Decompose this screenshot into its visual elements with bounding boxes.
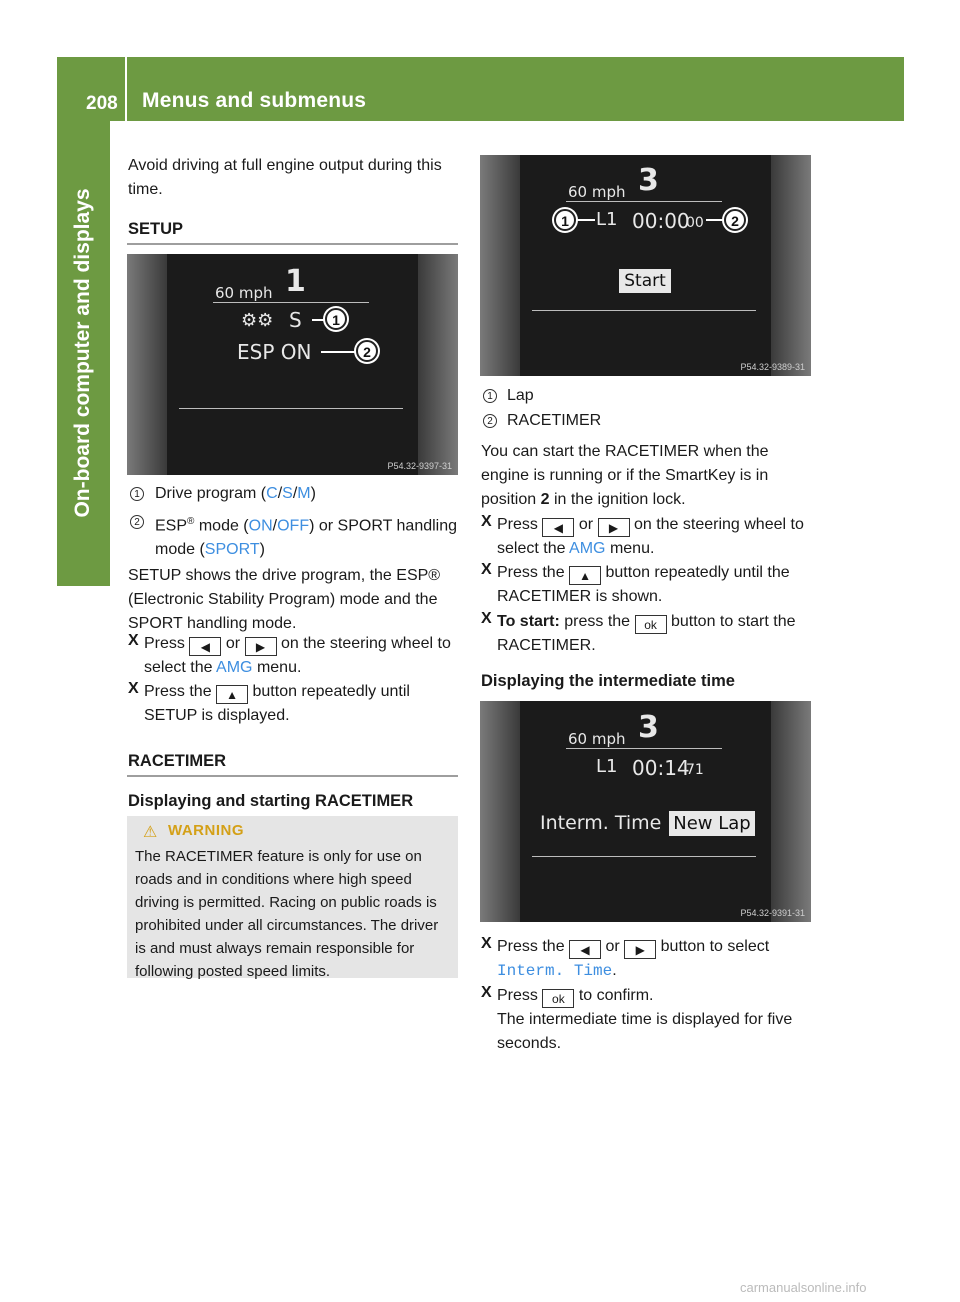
left-arrow-key-icon: ◀: [569, 940, 601, 959]
legend-2-marker: 2: [130, 510, 144, 534]
speed-readout: 60 mph: [568, 730, 626, 748]
setup-heading: SETUP: [128, 220, 184, 238]
page-number: 208: [86, 93, 118, 114]
racetimer-rule: [127, 775, 458, 777]
gear-readout: 3: [638, 163, 659, 198]
up-arrow-key-icon: ▲: [216, 685, 248, 704]
right-arrow-key-icon: ▶: [624, 940, 656, 959]
interm-step-1: Press the ◀ or ▶ button to select Interm. Time.: [497, 938, 770, 980]
interm-heading: Displaying the intermediate time: [481, 672, 735, 690]
gear-readout: 3: [638, 710, 659, 745]
start-description: You can start the RACETIMER when the engine is running or if the SmartKey is in position 2 in the ignition lock.: [481, 443, 769, 508]
interm-step-2-result: The intermediate time is displayed for five seconds.: [497, 1011, 793, 1052]
bullet-marker: X: [481, 561, 492, 578]
racetimer-heading: RACETIMER: [128, 752, 227, 770]
new-lap-button: New Lap: [669, 811, 755, 836]
esp-off-icon: ⚙⚙: [241, 310, 274, 331]
setup-step-2: Press the ▲ button repeatedly until SETUP is displayed.: [144, 683, 410, 724]
setup-rule: [127, 243, 458, 245]
callout-2: 2: [356, 340, 378, 362]
display-start-heading: Displaying and starting RACETIMER: [128, 792, 414, 810]
setup-step-1: Press ◀ or ▶ on the steering wheel to select the AMG menu.: [144, 635, 451, 676]
setup-description: SETUP shows the drive program, the ESP® (Electronic Stability Program) mode and the SPORT handling mode.: [128, 567, 441, 632]
figure-code: P54.32-9397-31: [387, 461, 452, 471]
drive-program-readout: S: [289, 308, 302, 332]
legend-racetimer: RACETIMER: [507, 412, 602, 429]
legend-1: Drive program (C/S/M): [155, 485, 316, 502]
callout-2: 2: [724, 209, 746, 231]
figure-code: P54.32-9391-31: [740, 908, 805, 918]
hundredths-readout: 00: [686, 215, 704, 231]
setup-display-image: [127, 254, 458, 475]
legend-lap: Lap: [507, 387, 534, 404]
bullet-marker: X: [128, 632, 139, 649]
speed-readout: 60 mph: [215, 284, 273, 302]
lap-readout: L1: [596, 756, 618, 777]
bullet-marker: X: [481, 935, 492, 952]
time-readout: 00:14: [632, 756, 690, 780]
hundredths-readout: 71: [686, 762, 704, 778]
ok-key-icon: ok: [542, 989, 574, 1008]
race-step-2: Press the ▲ button repeatedly until the RACETIMER is shown.: [497, 564, 790, 605]
speed-readout: 60 mph: [568, 183, 626, 201]
intro-text: Avoid driving at full engine output during this time.: [128, 157, 442, 198]
section-title: Menus and submenus: [142, 89, 367, 112]
race-step-1: Press ◀ or ▶ on the steering wheel to select the AMG menu.: [497, 516, 804, 557]
left-arrow-key-icon: ◀: [542, 518, 574, 537]
bullet-marker: X: [481, 984, 492, 1001]
intermediate-display-image: [480, 701, 811, 922]
time-readout: 00:00: [632, 209, 690, 233]
bullet-marker: X: [128, 680, 139, 697]
callout-1: 1: [554, 209, 576, 231]
callout-1: 1: [325, 308, 347, 330]
figure-code: P54.32-9389-31: [740, 362, 805, 372]
racetimer-display-image: [480, 155, 811, 376]
esp-mode-readout: ESP ON: [237, 340, 312, 364]
bullet-marker: X: [481, 610, 492, 627]
ok-key-icon: ok: [635, 615, 667, 634]
legend-1-marker: 1: [130, 482, 144, 506]
right-arrow-key-icon: ▶: [598, 518, 630, 537]
gear-readout: 1: [285, 264, 306, 299]
legend-1-marker: 1: [483, 384, 497, 408]
warning-body: The RACETIMER feature is only for use on roads and in conditions where high speed driving is permitted. Racing on public roads is prohibited under all circumstances. The driver is and must always remain responsible for following posted speed limits.: [135, 848, 439, 980]
interm-time-label: Interm. Time: [540, 812, 662, 834]
legend-2: ESP® mode (ON/OFF) or SPORT handling mode (SPORT): [155, 516, 458, 559]
race-step-3: To start: press the ok button to start the RACETIMER.: [497, 613, 796, 654]
header-divider: [125, 57, 127, 121]
up-arrow-key-icon: ▲: [569, 566, 601, 585]
warning-title: WARNING: [168, 822, 244, 839]
legend-2-marker: 2: [483, 409, 497, 433]
warning-triangle-icon: ⚠: [143, 824, 158, 841]
lap-readout: L1: [596, 209, 618, 230]
right-arrow-key-icon: ▶: [245, 637, 277, 656]
interm-step-2: Press ok to confirm.: [497, 987, 654, 1006]
start-button: Start: [619, 269, 671, 293]
bullet-marker: X: [481, 513, 492, 530]
side-tab-label: On-board computer and displays: [71, 188, 94, 518]
watermark: carmanualsonline.info: [740, 1280, 867, 1295]
left-arrow-key-icon: ◀: [189, 637, 221, 656]
